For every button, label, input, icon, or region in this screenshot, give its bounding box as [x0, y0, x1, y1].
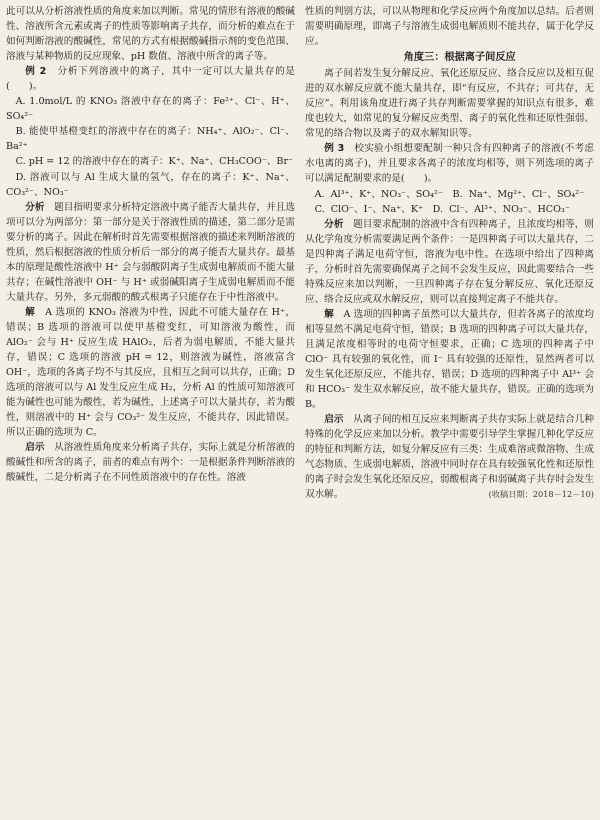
- section-heading-angle-3: 角度三：根据离子间反应: [403, 52, 516, 64]
- example-3-solution-paragraph: [305, 307, 594, 412]
- right-intro-paragraph: 性质的判别方法，可以从物理和化学反应两个角度加以总结。后者则需要明确原理，即离子与溶液生成弱电解质则不能共存，属于化学反应。: [305, 6, 594, 48]
- example-2-analysis-text: 题目指明要求分析特定溶液中离子能否大量共存，并且选项可以分为两部分：第一部分是关于溶液性质的描述，第二部分是需要分析的离子。因此在解析时首先需要根据溶液的描述来判断溶液的性质，然后根据溶液的性质分析后一部分的离子能否大量共存。最基本的原理是酸性溶液中 H⁺ 会与弱酸阴离子生成弱电解质而不能大量共存；在碱性溶液中 OH⁻ 与 H⁺ 或弱碱阳离子生成弱电解质而不能大量共存。另外，多元弱酸的酸式根离子只能存在于中性溶液中。: [6, 201, 296, 303]
- left-column: [6, 4, 295, 820]
- example-2-paragraph: [6, 64, 295, 94]
- example-2-insight-label: 启示: [25, 442, 45, 454]
- example-2-label: 例 2: [25, 66, 47, 78]
- example-2-option-b: B. 能使甲基橙变红的溶液中存在的离子：NH₄⁺、AlO₂⁻、Cl⁻、Ba²⁺: [6, 126, 295, 153]
- example-3-insight-paragraph: [305, 412, 594, 502]
- example-2-option-a: A. 1.0mol/L 的 KNO₃ 溶液中存在的离子：Fe²⁺、Cl⁻、H⁺、SO₄²⁻: [6, 96, 295, 123]
- example-2-analysis-paragraph: [6, 200, 295, 305]
- example-2-insight-paragraph: [6, 440, 295, 485]
- example-2-insight-text: 从溶液性质角度来分析离子共存，实际上就是分析溶液的酸碱性和所含的离子，前者的难点有两个：一是根据条件判断溶液的酸碱性，二是分析离子在不同性质溶液中的存在性。溶液: [6, 442, 296, 484]
- example-3-question: 校实验小组想要配制一种只含有四种离子的溶液(不考虑水电离的离子)，并且要求各离子的浓度均相等，则下列选项的离子可以满足配制要求的是( )。: [305, 143, 595, 185]
- example-2-solution-label: 解: [25, 306, 36, 318]
- example-2-analysis-label: 分析: [25, 201, 45, 213]
- example-3-analysis-text: 题目要求配制的溶液中含有四种离子，且浓度均相等，则从化学角度分析需要满足两个条件：一是四种离子可以大量共存，二是四种离子满足电荷守恒，溶液为电中性。在选项中给出了四种离子，分析时首先需要确保离子之间不会发生反应，因此需要结合一些特殊反应来加以判断，一旦四种离子存在复分解反应、氧化还原反应、络合反应或双水解反应，则可以直接判定离子不能共存。: [305, 218, 595, 305]
- example-3-options-ab: A. Al³⁺、K⁺、NO₃⁻、SO₄²⁻ B. Na⁺、Mg²⁺、Cl⁻、SO₄²⁻: [314, 188, 585, 200]
- example-2-option-d: D. 溶液可以与 Al 生成大量的氢气，存在的离子：K⁺、Na⁺、CO₃²⁻、NO₃⁻: [6, 171, 295, 198]
- right-column: [305, 4, 594, 820]
- example-2-solution-paragraph: [6, 305, 295, 440]
- example-2-question: 分析下列溶液中的离子，其中一定可以大量共存的是( )。: [6, 66, 296, 93]
- left-intro-paragraph: 此可以从分析溶液性质的角度来加以判断。常见的情形有溶液的酸碱性、溶液所含元素或离子的性质等影响离子共存，而分析的难点在于如何判断溶液的酸碱性，常见的方式有根据酸碱指示剂的变色范围、溶液与某种物质的反应现象、pH 数值、溶液中所含的离子等。: [6, 6, 295, 63]
- example-3-solution-label: 解: [324, 308, 334, 320]
- example-3-paragraph: [305, 141, 594, 186]
- example-3-analysis-paragraph: [305, 217, 594, 307]
- example-3-label: 例 3: [324, 143, 345, 155]
- example-3-analysis-label: 分析: [324, 218, 344, 230]
- angle-3-paragraph: 离子间若发生复分解反应、氧化还原反应、络合反应以及相互促进的双水解反应就不能大量共存，即“有反应，不共存；可共存，无反应”。利用该角度进行离子共存判断需要掌握的知识点有很多，难度也较大，如常见的复分解反应类型、离子的氧化性和还原性强弱、常见的络合物以及离子的双水解知识等。: [305, 68, 594, 140]
- example-3-solution-text: A 选项的四种离子虽然可以大量共存，但若各离子的浓度均相等显然不满足电荷守恒，错误；B 选项的四种离子可以大量共存，且满足浓度相等时的电荷守恒要求，正确；C 选项的四种离子中 ClO⁻ 具有较强的氧化性，而 I⁻ 具有较强的还原性，显然两者可以发生氧化还原反应，不能共存，错误；D 选项的四种离子中 Al³⁺ 会和 HCO₃⁻ 发生双水解反应，故不能大量共存，错误。正确的选项为 B。: [305, 308, 594, 411]
- example-3-insight-label: 启示: [324, 414, 344, 426]
- example-3-insight-text: 从离子间的相互反应来判断离子共存实际上就是结合几种特殊的化学反应来加以分析。教学中需要引导学生掌握几种化学反应的特征和判断方法，如复分解反应有三类：生成难溶或微溶物、生成气态物质、生成弱电解质，溶液中同时存在具有较强氧化性和还原性的离子时会发生氧化还原反应，弱酸根离子和弱碱离子共存时会发生双水解。: [305, 414, 595, 501]
- received-date: (收稿日期：2018－12－10): [488, 489, 594, 500]
- example-2-solution-text: A 选项的 KNO₃ 溶液为中性，因此不可能大量存在 H⁺，错误；B 选项的溶液可以使甲基橙变红，可知溶液为酸性，而 AlO₂⁻ 会与 H⁺ 反应生成 HAlO₂，后者为弱电解质，不能大量共存，错误；C 选项的溶液 pH = 12，则溶液为碱性，溶液富含 OH⁻，选项的各离子均不与其反应，且相互之间可以共存，正确；D 选项的溶液可以与 Al 发生反应生成 H₂，分析 Al 的性质可知溶液可能为碱性也可能为酸性，若为碱性，上述离子可以大量共存，若为酸性，则溶液中的 H⁺ 会与 CO₃²⁻ 发生反应，不能共存，因此错误。所以正确的选项为 C。: [6, 306, 295, 439]
- example-3-options-cd: C. ClO⁻、I⁻、Na⁺、K⁺ D. Cl⁻、Al³⁺、NO₃⁻、HCO₃⁻: [314, 203, 570, 215]
- example-2-option-c: C. pH = 12 的溶液中存在的离子：K⁺、Na⁺、CH₃COO⁻、Br⁻: [15, 156, 294, 168]
